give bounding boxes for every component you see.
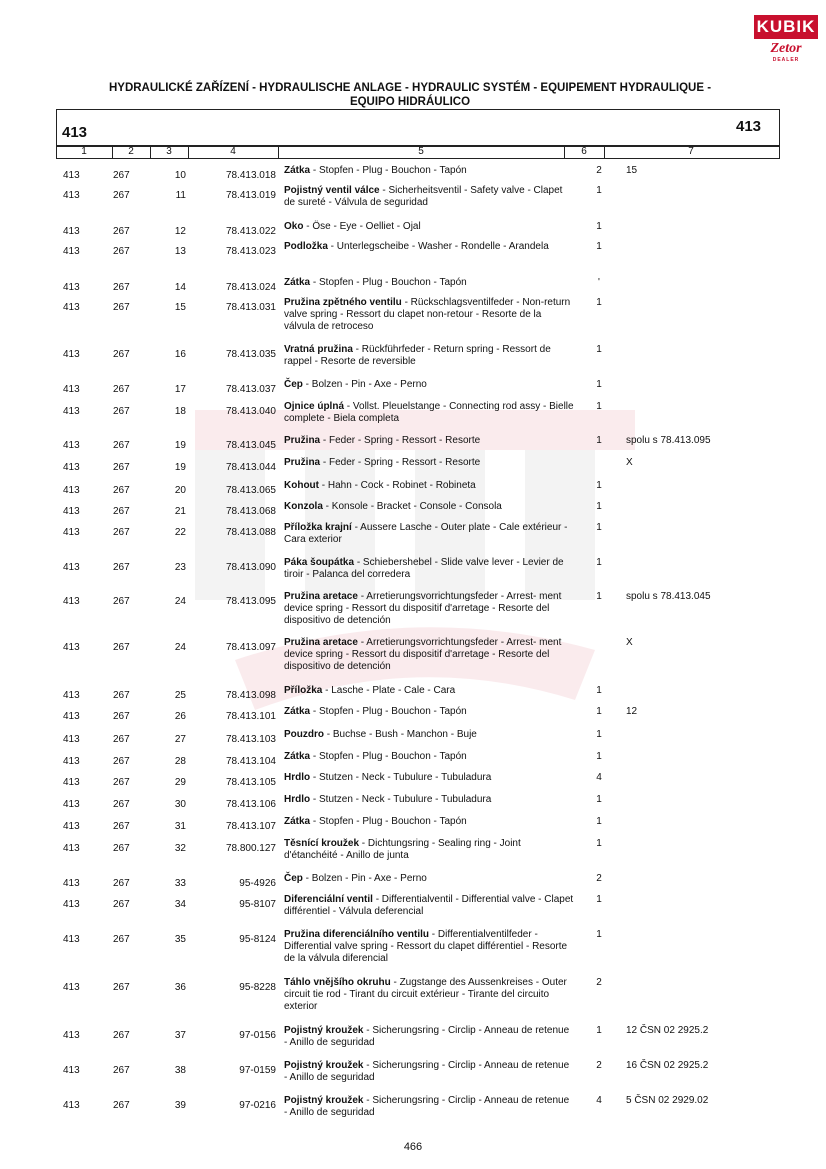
part-translations: - Stopfen - Plug - Bouchon - Tapón — [310, 816, 467, 827]
quantity: 2 — [596, 977, 602, 988]
col-header-4: 4 — [230, 146, 236, 157]
group-code: 413 — [63, 690, 80, 701]
part-number: 78.413.103 — [225, 734, 276, 745]
subgroup-code: 267 — [113, 899, 130, 910]
note: 16 ČSN 02 2925.2 — [626, 1060, 709, 1071]
position-number: 28 — [174, 756, 186, 767]
group-code: 413 — [63, 302, 80, 313]
part-description — [284, 480, 574, 492]
part-name: Konzola — [284, 501, 323, 512]
position-number: 32 — [174, 843, 186, 854]
part-number: 97-0216 — [239, 1100, 276, 1111]
group-code: 413 — [63, 406, 80, 417]
quantity: ' — [598, 277, 600, 288]
group-code: 413 — [63, 899, 80, 910]
group-code: 413 — [63, 282, 80, 293]
part-translations: - Differentialventil - Differential valve - Clapet différentiel - Válvula deferencial — [284, 894, 574, 917]
quantity: 2 — [596, 165, 602, 176]
subgroup-code: 267 — [113, 462, 130, 473]
part-description — [284, 435, 574, 447]
subgroup-code: 267 — [113, 349, 130, 360]
part-translations: - Sicherheitsventil - Safety valve - Clapet de sureté - Válvula de seguridad — [284, 185, 563, 208]
quantity: 1 — [596, 241, 602, 252]
part-description — [284, 772, 574, 784]
part-description — [284, 637, 574, 673]
subgroup-code: 267 — [113, 246, 130, 257]
quantity: 1 — [596, 344, 602, 355]
quantity: 4 — [596, 1095, 602, 1106]
group-code: 413 — [63, 226, 80, 237]
part-name: Zátka — [284, 816, 311, 827]
part-number: 78.413.101 — [225, 711, 276, 722]
logo-kubik-text: KUBIK — [754, 15, 818, 39]
part-number: 95-8124 — [239, 934, 276, 945]
quantity: 1 — [596, 838, 602, 849]
part-number: 78.413.035 — [225, 349, 276, 360]
position-number: 21 — [174, 506, 186, 517]
col-header-7: 7 — [688, 146, 694, 157]
part-translations: - Sicherungsring - Circlip - Anneau de retenue - Anillo de seguridad — [284, 1060, 570, 1083]
group-code: 413 — [63, 485, 80, 496]
position-number: 31 — [174, 821, 186, 832]
group-code: 413 — [63, 1100, 80, 1111]
logo-dealer-text: DEALER — [772, 57, 800, 63]
part-description — [284, 591, 574, 627]
part-number: 78.413.024 — [225, 282, 276, 293]
part-description — [284, 751, 574, 763]
part-name: Čep — [284, 379, 303, 390]
part-number: 78.800.127 — [225, 843, 276, 854]
group-code: 413 — [63, 711, 80, 722]
part-name: Zátka — [284, 165, 311, 176]
group-code: 413 — [63, 246, 80, 257]
quantity: 1 — [596, 894, 602, 905]
subgroup-code: 267 — [113, 843, 130, 854]
part-description — [284, 894, 574, 918]
part-description — [284, 977, 574, 1013]
quantity: 1 — [596, 685, 602, 696]
part-number: 95-8107 — [239, 899, 276, 910]
part-translations: - Buchse - Bush - Manchon - Buje — [324, 729, 477, 740]
part-translations: - Stopfen - Plug - Bouchon - Tapón — [310, 165, 467, 176]
part-number: 78.413.106 — [225, 799, 276, 810]
group-code: 413 — [63, 934, 80, 945]
part-number: 78.413.090 — [225, 562, 276, 573]
part-name: Oko — [284, 221, 304, 232]
part-translations: - Bolzen - Pin - Axe - Perno — [302, 873, 427, 884]
position-number: 16 — [174, 349, 186, 360]
quantity: 1 — [596, 1025, 602, 1036]
quantity: 1 — [596, 729, 602, 740]
subgroup-code: 267 — [113, 799, 130, 810]
part-translations: - Öse - Eye - Oelliet - Ojal — [303, 221, 421, 232]
logo-zetor-text: Zetor — [770, 41, 802, 56]
part-name: Pojistný kroužek — [284, 1060, 364, 1071]
quantity: 1 — [596, 297, 602, 308]
part-description — [284, 344, 574, 368]
part-translations: - Stopfen - Plug - Bouchon - Tapón — [310, 706, 467, 717]
part-number: 95-8228 — [239, 982, 276, 993]
position-number: 10 — [174, 170, 186, 181]
part-name: Kohout — [284, 480, 319, 491]
quantity: 2 — [596, 873, 602, 884]
position-number: 17 — [174, 384, 186, 395]
part-number: 78.413.098 — [225, 690, 276, 701]
part-translations: - Bolzen - Pin - Axe - Perno — [302, 379, 427, 390]
part-name: Zátka — [284, 706, 311, 717]
part-translations: - Arretierungsvorrichtungsfeder - Arrest- ment device spring - Ressort du dispositif d'arretage - Resorte del dispositivo de detención — [284, 591, 562, 626]
part-name: Táhlo vnějšího okruhu — [284, 977, 391, 988]
part-translations: - Konsole - Bracket - Console - Consola — [322, 501, 502, 512]
part-name: Pouzdro — [284, 729, 324, 740]
part-number: 78.413.104 — [225, 756, 276, 767]
part-translations: - Aussere Lasche - Outer plate - Cale extérieur - Cara exterior — [284, 522, 568, 545]
quantity: 1 — [596, 435, 602, 446]
part-description — [284, 816, 574, 828]
part-translations: - Differentialventilfeder - Differential valve spring - Ressort du clapet différentiel - Resorte de la válvula diferencial — [284, 929, 568, 964]
position-number: 24 — [174, 642, 186, 653]
part-translations: - Vollst. Pleuelstange - Connecting rod assy - Bielle complete - Biela completa — [284, 401, 574, 424]
part-description — [284, 729, 574, 741]
position-number: 34 — [174, 899, 186, 910]
group-code: 413 — [63, 756, 80, 767]
part-number: 78.413.107 — [225, 821, 276, 832]
part-number: 78.413.037 — [225, 384, 276, 395]
part-name: Podložka — [284, 241, 328, 252]
position-number: 19 — [174, 462, 186, 473]
part-number: 78.413.065 — [225, 485, 276, 496]
note: spolu s 78.413.045 — [626, 591, 711, 602]
group-code: 413 — [63, 440, 80, 451]
quantity: 1 — [596, 929, 602, 940]
subgroup-code: 267 — [113, 302, 130, 313]
part-number: 78.413.023 — [225, 246, 276, 257]
part-name: Hrdlo — [284, 794, 311, 805]
part-name: Zátka — [284, 277, 311, 288]
position-number: 36 — [174, 982, 186, 993]
quantity: 2 — [596, 1060, 602, 1071]
part-number: 78.413.031 — [225, 302, 276, 313]
position-number: 23 — [174, 562, 186, 573]
part-name: Čep — [284, 873, 303, 884]
part-translations: - Sicherungsring - Circlip - Anneau de retenue - Anillo de seguridad — [284, 1025, 570, 1048]
position-number: 30 — [174, 799, 186, 810]
subgroup-code: 267 — [113, 690, 130, 701]
position-number: 24 — [174, 596, 186, 607]
part-name: Pružina aretace — [284, 637, 358, 648]
page-title-line2: EQUIPO HIDRÁULICO — [349, 96, 471, 108]
quantity: 1 — [596, 379, 602, 390]
part-translations: - Schiebershebel - Slide valve lever - Levier de tiroir - Palanca del corredera — [284, 557, 564, 580]
group-code: 413 — [63, 642, 80, 653]
subgroup-code: 267 — [113, 406, 130, 417]
note: 12 ČSN 02 2925.2 — [626, 1025, 709, 1036]
part-number: 95-4926 — [239, 878, 276, 889]
note: X — [626, 637, 633, 648]
part-name: Pojistný ventil válce — [284, 185, 380, 196]
note: 5 ČSN 02 2929.02 — [626, 1095, 709, 1106]
position-number: 22 — [174, 527, 186, 538]
part-description — [284, 929, 574, 965]
quantity: 1 — [596, 557, 602, 568]
quantity: 1 — [596, 185, 602, 196]
part-number: 78.413.097 — [225, 642, 276, 653]
position-number: 26 — [174, 711, 186, 722]
subgroup-code: 267 — [113, 384, 130, 395]
part-translations: - Feder - Spring - Ressort - Resorte — [320, 435, 481, 446]
part-translations: - Lasche - Plate - Cale - Cara — [322, 685, 456, 696]
part-name: Vratná pružina — [284, 344, 353, 355]
subgroup-code: 267 — [113, 485, 130, 496]
group-code: 413 — [63, 462, 80, 473]
subgroup-code: 267 — [113, 711, 130, 722]
quantity: 1 — [596, 706, 602, 717]
part-translations: - Hahn - Cock - Robinet - Robineta — [319, 480, 476, 491]
part-name: Pružina aretace — [284, 591, 358, 602]
part-name: Pružina diferenciálního ventilu — [284, 929, 430, 940]
page-title: HYDRAULICKÉ ZAŘÍZENÍ - HYDRAULISCHE ANLAGE - HYDRAULIC SYSTÉM - EQUIPEMENT HYDRAULIQUE - — [108, 82, 712, 94]
part-description — [284, 185, 574, 209]
subgroup-code: 267 — [113, 170, 130, 181]
part-number: 97-0159 — [239, 1065, 276, 1076]
part-translations: - Stutzen - Neck - Tubulure - Tubuladura — [310, 794, 492, 805]
subgroup-code: 267 — [113, 934, 130, 945]
group-code: 413 — [63, 843, 80, 854]
part-name: Pojistný kroužek — [284, 1025, 364, 1036]
part-name: Pružina — [284, 435, 321, 446]
subgroup-code: 267 — [113, 282, 130, 293]
section-code-left: 413 — [62, 124, 88, 141]
part-name: Diferenciální ventil — [284, 894, 373, 905]
position-number: 35 — [174, 934, 186, 945]
position-number: 37 — [174, 1030, 186, 1041]
quantity: 1 — [596, 751, 602, 762]
part-number: 78.413.022 — [225, 226, 276, 237]
subgroup-code: 267 — [113, 190, 130, 201]
subgroup-code: 267 — [113, 982, 130, 993]
subgroup-code: 267 — [113, 527, 130, 538]
part-name: Pojistný kroužek — [284, 1095, 364, 1106]
part-description — [284, 501, 574, 513]
position-number: 14 — [174, 282, 186, 293]
part-translations: - Arretierungsvorrichtungsfeder - Arrest- ment device spring - Ressort du dispositif d'arretage - Resorte del dispositivo de detención — [284, 637, 562, 672]
group-code: 413 — [63, 878, 80, 889]
group-code: 413 — [63, 734, 80, 745]
subgroup-code: 267 — [113, 226, 130, 237]
quantity: 1 — [596, 591, 602, 602]
group-code: 413 — [63, 596, 80, 607]
subgroup-code: 267 — [113, 440, 130, 451]
part-number: 78.413.095 — [225, 596, 276, 607]
position-number: 12 — [174, 226, 186, 237]
part-description — [284, 522, 574, 546]
part-description — [284, 457, 574, 469]
part-translations: - Rückführfeder - Return spring - Ressort de rappel - Resorte de reversible — [284, 344, 551, 367]
part-translations: - Rückschlagsventilfeder - Non-return valve spring - Ressort du clapet non-retour - Resorte de la válvula de retroceso — [284, 297, 571, 332]
group-code: 413 — [63, 506, 80, 517]
subgroup-code: 267 — [113, 562, 130, 573]
part-description — [284, 685, 574, 697]
position-number: 29 — [174, 777, 186, 788]
group-code: 413 — [63, 821, 80, 832]
group-code: 413 — [63, 170, 80, 181]
note: X — [626, 457, 633, 468]
section-header-box — [56, 109, 780, 147]
part-name: Těsnící kroužek — [284, 838, 360, 849]
part-description — [284, 873, 574, 885]
quantity: 1 — [596, 816, 602, 827]
group-code: 413 — [63, 190, 80, 201]
part-number: 78.413.105 — [225, 777, 276, 788]
position-number: 19 — [174, 440, 186, 451]
group-code: 413 — [63, 527, 80, 538]
group-code: 413 — [63, 1065, 80, 1076]
part-name: Hrdlo — [284, 772, 311, 783]
subgroup-code: 267 — [113, 642, 130, 653]
note: 15 — [626, 165, 638, 176]
quantity: 1 — [596, 501, 602, 512]
part-number: 78.413.045 — [225, 440, 276, 451]
part-name: Pružina — [284, 457, 321, 468]
section-code-right: 413 — [736, 118, 762, 135]
part-description — [284, 1095, 574, 1119]
position-number: 11 — [175, 190, 186, 201]
quantity: 4 — [596, 772, 602, 783]
part-number: 78.413.019 — [225, 190, 276, 201]
part-translations: - Dichtungsring - Sealing ring - Joint d'étanchéité - Anillo de junta — [284, 838, 521, 861]
part-description — [284, 401, 574, 425]
part-name: Zátka — [284, 751, 311, 762]
position-number: 33 — [174, 878, 186, 889]
part-description — [284, 165, 574, 177]
part-translations: - Stopfen - Plug - Bouchon - Tapón — [310, 751, 467, 762]
col-header-5: 5 — [418, 146, 424, 157]
note: spolu s 78.413.095 — [626, 435, 711, 446]
group-code: 413 — [63, 777, 80, 788]
part-translations: - Feder - Spring - Ressort - Resorte — [320, 457, 481, 468]
part-number: 78.413.018 — [225, 170, 276, 181]
position-number: 18 — [174, 406, 186, 417]
group-code: 413 — [63, 562, 80, 573]
part-number: 78.413.068 — [225, 506, 276, 517]
position-number: 25 — [174, 690, 186, 701]
part-description — [284, 221, 574, 233]
kubik-zetor-logo — [754, 15, 818, 67]
part-description — [284, 379, 574, 391]
col-header-6: 6 — [581, 146, 587, 157]
part-name: Ojnice úplná — [284, 401, 345, 412]
subgroup-code: 267 — [113, 734, 130, 745]
part-description — [284, 241, 574, 253]
subgroup-code: 267 — [113, 506, 130, 517]
position-number: 39 — [174, 1100, 186, 1111]
part-description — [284, 1060, 574, 1084]
part-translations: - Stutzen - Neck - Tubulure - Tubuladura — [310, 772, 492, 783]
part-translations: - Zugstange des Aussenkreises - Outer circuit tie rod - Tirant du circuit extérieur - Tirante del circuito exterior — [284, 977, 567, 1012]
part-description — [284, 794, 574, 806]
col-header-2: 2 — [128, 146, 134, 157]
subgroup-code: 267 — [113, 878, 130, 889]
part-name: Příložka krajní — [284, 522, 352, 533]
part-number: 97-0156 — [239, 1030, 276, 1041]
quantity: 1 — [596, 221, 602, 232]
position-number: 27 — [174, 734, 186, 745]
part-description — [284, 277, 574, 289]
col-header-1: 1 — [81, 146, 87, 157]
col-header-3: 3 — [166, 146, 172, 157]
group-code: 413 — [63, 1030, 80, 1041]
position-number: 13 — [174, 246, 186, 257]
subgroup-code: 267 — [113, 596, 130, 607]
quantity: 1 — [596, 794, 602, 805]
group-code: 413 — [63, 349, 80, 360]
page-number: 466 — [403, 1141, 423, 1153]
subgroup-code: 267 — [113, 821, 130, 832]
part-name: Příložka — [284, 685, 323, 696]
part-name: Páka šoupátka — [284, 557, 355, 568]
part-translations: - Stopfen - Plug - Bouchon - Tapón — [310, 277, 467, 288]
part-description — [284, 557, 574, 581]
subgroup-code: 267 — [113, 1065, 130, 1076]
subgroup-code: 267 — [113, 777, 130, 788]
part-description — [284, 297, 574, 333]
part-translations: - Sicherungsring - Circlip - Anneau de retenue - Anillo de seguridad — [284, 1095, 570, 1118]
quantity: 1 — [596, 401, 602, 412]
subgroup-code: 267 — [113, 1100, 130, 1111]
part-number: 78.413.040 — [225, 406, 276, 417]
position-number: 15 — [174, 302, 186, 313]
position-number: 38 — [174, 1065, 186, 1076]
part-name: Pružina zpětného ventilu — [284, 297, 402, 308]
quantity: 1 — [596, 522, 602, 533]
subgroup-code: 267 — [113, 756, 130, 767]
part-translations: - Unterlegscheibe - Washer - Rondelle - Arandela — [327, 241, 549, 252]
part-description — [284, 1025, 574, 1049]
part-number: 78.413.044 — [225, 462, 276, 473]
subgroup-code: 267 — [113, 1030, 130, 1041]
quantity: 1 — [596, 480, 602, 491]
part-description — [284, 838, 574, 862]
group-code: 413 — [63, 982, 80, 993]
group-code: 413 — [63, 384, 80, 395]
part-description — [284, 706, 574, 718]
group-code: 413 — [63, 799, 80, 810]
position-number: 20 — [174, 485, 186, 496]
part-number: 78.413.088 — [225, 527, 276, 538]
note: 12 — [626, 706, 638, 717]
